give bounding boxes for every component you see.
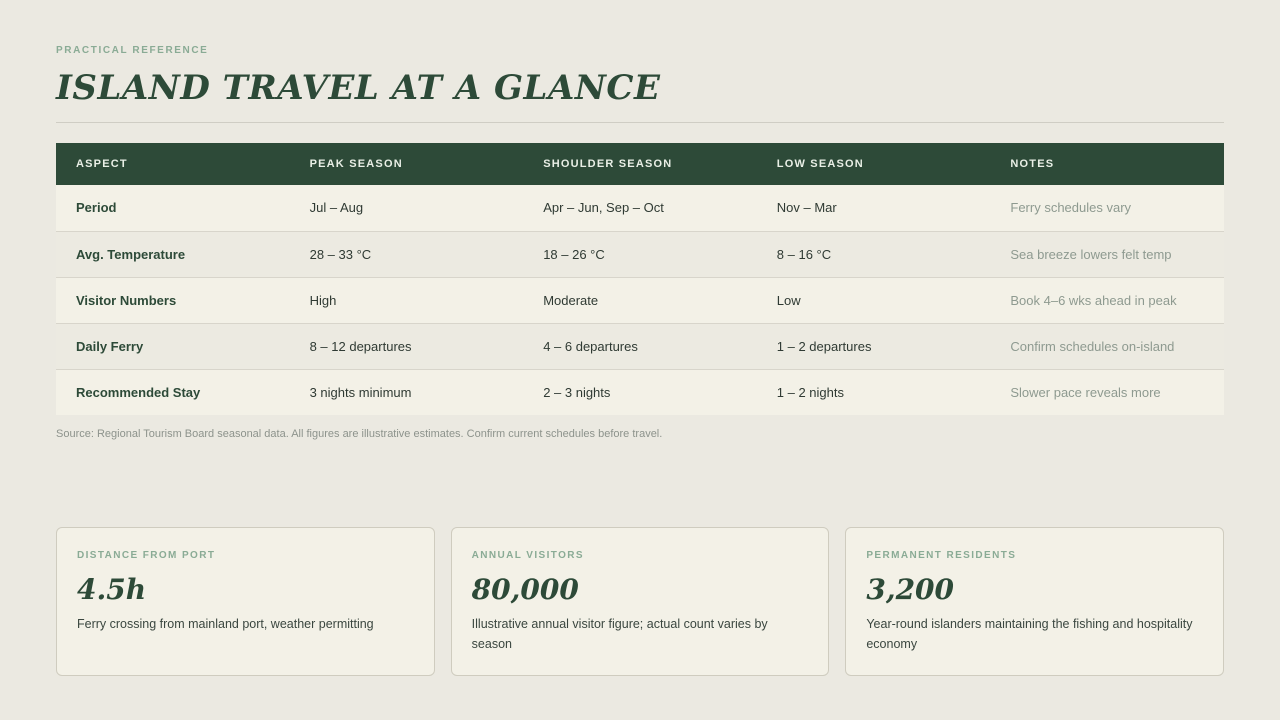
header-aspect: ASPECT xyxy=(56,143,290,185)
cell-peak: 3 nights minimum xyxy=(290,369,524,415)
card-label: PERMANENT RESIDENTS xyxy=(866,550,1017,561)
cell-note: Book 4–6 wks ahead in peak xyxy=(990,277,1224,323)
card-value: 3,200 xyxy=(866,573,955,606)
table-row xyxy=(56,369,1224,415)
table-row xyxy=(56,185,1224,231)
cell-note: Sea breeze lowers felt temp xyxy=(990,231,1224,277)
cell-shoulder: Moderate xyxy=(523,277,757,323)
card-label: DISTANCE FROM PORT xyxy=(77,550,216,561)
row-aspect: Avg. Temperature xyxy=(56,231,290,277)
stat-card-distance xyxy=(56,527,435,676)
cell-note: Ferry schedules vary xyxy=(990,185,1224,231)
cell-low: Low xyxy=(757,277,991,323)
card-label: ANNUAL VISITORS xyxy=(471,550,584,561)
table-header-row xyxy=(56,143,1224,185)
cell-peak: High xyxy=(290,277,524,323)
stat-card-residents xyxy=(845,527,1224,676)
cell-shoulder: Apr – Jun, Sep – Oct xyxy=(523,185,757,231)
cell-note: Confirm schedules on-island xyxy=(990,323,1224,369)
row-aspect: Visitor Numbers xyxy=(56,277,290,323)
stat-cards xyxy=(56,527,1224,676)
cell-peak: 8 – 12 departures xyxy=(290,323,524,369)
header-low-season: LOW SEASON xyxy=(757,143,991,185)
cell-peak: 28 – 33 °C xyxy=(290,231,524,277)
card-description: Illustrative annual visitor figure; actual count varies by season xyxy=(471,617,768,651)
cell-note: Slower pace reveals more xyxy=(990,369,1224,415)
cell-shoulder: 2 – 3 nights xyxy=(523,369,757,415)
title-divider xyxy=(56,122,1224,123)
header-shoulder-season: SHOULDER SEASON xyxy=(523,143,757,185)
page-title: ISLAND TRAVEL AT A GLANCE xyxy=(56,68,661,108)
row-aspect: Recommended Stay xyxy=(56,369,290,415)
cell-peak: Jul – Aug xyxy=(290,185,524,231)
card-description: Ferry crossing from mainland port, weather permitting xyxy=(77,617,374,631)
card-value: 4.5h xyxy=(77,573,147,606)
cell-shoulder: 18 – 26 °C xyxy=(523,231,757,277)
card-description: Year-round islanders maintaining the fishing and hospitality economy xyxy=(866,617,1193,651)
row-aspect: Period xyxy=(56,185,290,231)
cell-low: 8 – 16 °C xyxy=(757,231,991,277)
eyebrow-label: PRACTICAL REFERENCE xyxy=(56,45,209,56)
cell-low: 1 – 2 nights xyxy=(757,369,991,415)
stat-card-visitors xyxy=(451,527,830,676)
source-note: Source: Regional Tourism Board seasonal data. All figures are illustrative estimates. Confirm current schedules before travel. xyxy=(56,428,663,440)
cell-low: 1 – 2 departures xyxy=(757,323,991,369)
header-notes: NOTES xyxy=(990,143,1224,185)
table-row xyxy=(56,323,1224,369)
table-row xyxy=(56,231,1224,277)
card-value: 80,000 xyxy=(471,573,579,606)
row-aspect: Daily Ferry xyxy=(56,323,290,369)
header-peak-season: PEAK SEASON xyxy=(290,143,524,185)
cell-low: Nov – Mar xyxy=(757,185,991,231)
table-row xyxy=(56,277,1224,323)
reference-table xyxy=(56,143,1224,415)
cell-shoulder: 4 – 6 departures xyxy=(523,323,757,369)
